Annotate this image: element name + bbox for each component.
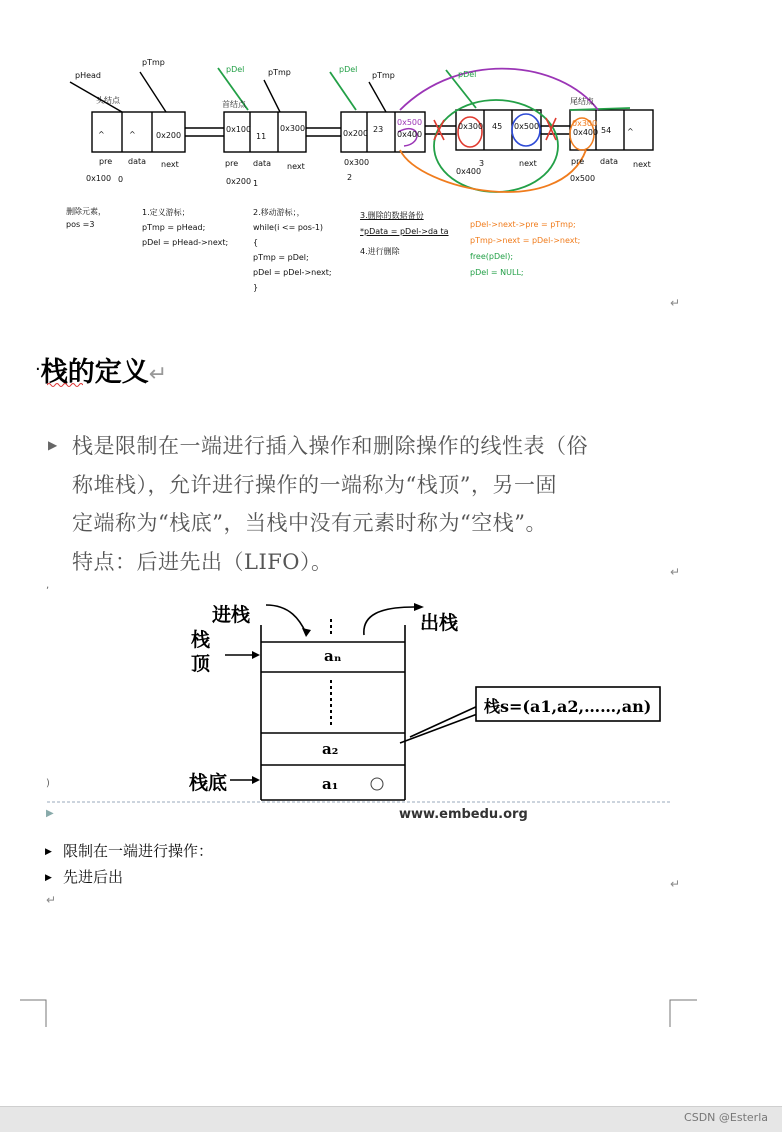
list-item xyxy=(45,866,213,892)
step-1-line: pTmp = pHead; xyxy=(142,223,206,232)
field-next-4: next xyxy=(633,160,651,169)
tail-node-title: 尾结点 xyxy=(570,97,594,106)
step-2-line: while(i <= pos-1) xyxy=(253,223,324,232)
step-4-line: pDel->next->pre = pTmp; xyxy=(470,220,576,229)
paragraph-mark: ↵ xyxy=(670,296,681,310)
stack-cell-a1: a₁ xyxy=(322,775,339,793)
paragraph-mark: ↵ xyxy=(148,362,168,387)
node1-next: 0x300 xyxy=(280,124,306,133)
step-2-line: { xyxy=(253,238,259,247)
node0-addr: 0x100 xyxy=(86,174,112,183)
field-next-3: next xyxy=(519,159,537,168)
paragraph-line: 特点：后进先出（LIFO）。 xyxy=(72,549,333,574)
step-3-line: 3.删除的数据备份 xyxy=(360,211,424,220)
top-label-char: 栈 xyxy=(191,629,211,651)
page-title: 栈的定义 xyxy=(40,357,149,388)
node1-addr: 0x200 xyxy=(226,177,252,186)
step-3-line: 4.进行删除 xyxy=(360,247,400,256)
first-node-title: 首结点 xyxy=(222,100,246,109)
paragraph-mark: ↵ xyxy=(670,877,681,891)
paragraph-line: 定端称为“栈底”，当栈中没有元素时称为“空栈”。 xyxy=(72,511,547,535)
pdel-label-2: pDel xyxy=(226,65,245,74)
field-data-1: data xyxy=(253,159,272,168)
step-2 xyxy=(253,205,332,295)
node1-index: 1 xyxy=(253,179,259,188)
node2-addr: 0x300 xyxy=(344,158,370,167)
node4-data: 54 xyxy=(601,126,612,135)
bottom-label: 栈底 xyxy=(189,772,228,794)
stack-cell-an: aₙ xyxy=(324,647,342,665)
field-next-0: next xyxy=(161,160,179,169)
stack-cell-a2: a₂ xyxy=(322,740,339,758)
head-node-title: 头结点 xyxy=(96,96,120,105)
ptmp-label-2: pTmp xyxy=(268,68,291,77)
field-data-4: data xyxy=(600,157,619,166)
pdel-label-3: pDel xyxy=(339,65,358,74)
top-label xyxy=(191,628,210,676)
node1-data: 11 xyxy=(256,132,267,141)
node3-pre: 0x300 xyxy=(458,122,484,131)
node1-pre: 0x100 xyxy=(226,125,252,134)
margin-mark: , xyxy=(46,580,50,591)
node0-index: 0 xyxy=(118,175,124,184)
node2-pre: 0x200 xyxy=(343,129,369,138)
field-pre-1: pre xyxy=(225,159,239,168)
linked-list-lines xyxy=(0,0,782,310)
step-2-line: pDel = pDel->next; xyxy=(253,268,332,277)
step-1-line: 1.定义游标； xyxy=(142,208,190,217)
node4-addr: 0x500 xyxy=(570,174,596,183)
step-2-line: pTmp = pDel; xyxy=(253,253,309,262)
node3-next: 0x500 xyxy=(514,122,540,131)
bullet-icon: ▶ xyxy=(45,847,52,857)
step-intro xyxy=(66,205,106,231)
stack-diagram-lines xyxy=(0,585,782,815)
phead-label: pHead xyxy=(75,71,101,80)
watermark-url: www.embedu.org xyxy=(399,807,528,822)
step-2-line: 2.移动游标；， xyxy=(253,208,305,217)
list-item-text: 限制在一端进行操作： xyxy=(63,842,214,860)
bullet-list xyxy=(45,840,213,892)
field-pre-4: pre xyxy=(571,157,585,166)
spellcheck-underline xyxy=(47,382,83,387)
node4-pre-old: 0x400 xyxy=(573,128,599,137)
step-4-line: pDel = NULL; xyxy=(470,268,524,277)
node2-next: 0x500 xyxy=(397,118,423,127)
step-3 xyxy=(360,210,449,258)
margin-mark: ) xyxy=(46,778,50,789)
list-item-text: 先进后出 xyxy=(63,868,124,886)
node3-addr: 0x400 xyxy=(456,167,482,176)
step-4 xyxy=(470,217,580,281)
field-next-1: next xyxy=(287,162,305,171)
paragraph-line: 称堆栈），允许进行操作的一端称为“栈顶”，另一固 xyxy=(72,472,557,497)
step-1-line: pDel = pHead->next; xyxy=(142,238,229,247)
footer-credit: CSDN @Esterla xyxy=(684,1111,768,1124)
node2-data: 23 xyxy=(373,125,384,134)
step-4-line: pTmp->next = pDel->next; xyxy=(470,236,581,245)
node3-data: 45 xyxy=(492,122,503,131)
paragraph-line: 栈是限制在一端进行插入操作和删除操作的线性表（俗 xyxy=(72,434,588,458)
node0-next: 0x200 xyxy=(156,131,182,140)
step-intro-line: pos =3 xyxy=(66,220,95,229)
step-intro-line: 删除元素， xyxy=(66,207,106,216)
pdel-label-4: pDel xyxy=(458,70,477,79)
node4-pre: 0x300 xyxy=(572,119,598,128)
triangle-bullet-icon: ▶ xyxy=(48,438,58,452)
step-3-line xyxy=(360,238,449,246)
field-data-0: data xyxy=(128,157,147,166)
push-label: 进栈 xyxy=(212,604,251,626)
pop-label: 出栈 xyxy=(420,612,459,634)
node3-index: 3 xyxy=(479,159,485,168)
field-pre-0: pre xyxy=(99,157,113,166)
node0-pre: ^ xyxy=(98,130,105,139)
bullet-icon: ▶ xyxy=(45,873,52,883)
small-triangle-icon: ▶ xyxy=(46,808,54,819)
top-label-char: 顶 xyxy=(191,653,211,675)
ptmp-label-3: pTmp xyxy=(372,71,395,80)
footer-bar xyxy=(0,1106,782,1132)
node2-index: 2 xyxy=(347,173,353,182)
page-corner-marks xyxy=(0,990,782,1040)
list-item xyxy=(45,840,213,866)
paragraph-mark: ↵ xyxy=(46,893,57,907)
node0-data: ^ xyxy=(129,130,136,139)
ptmp-label-1: pTmp xyxy=(142,58,165,67)
section-heading xyxy=(35,350,167,389)
heading-bullet-icon: · xyxy=(35,359,41,380)
paragraph-mark: ↵ xyxy=(670,565,681,579)
node2-next-old: 0x400 xyxy=(397,130,423,139)
step-3-line: *pData = pDel->da ta xyxy=(360,227,449,236)
step-1 xyxy=(142,205,228,250)
stack-formula: 栈s=(a1,a2,……,an) xyxy=(484,697,652,716)
node4-next: ^ xyxy=(627,127,634,136)
definition-paragraph xyxy=(72,427,682,581)
step-4-line: free(pDel); xyxy=(470,252,514,261)
step-2-line: } xyxy=(253,283,259,292)
